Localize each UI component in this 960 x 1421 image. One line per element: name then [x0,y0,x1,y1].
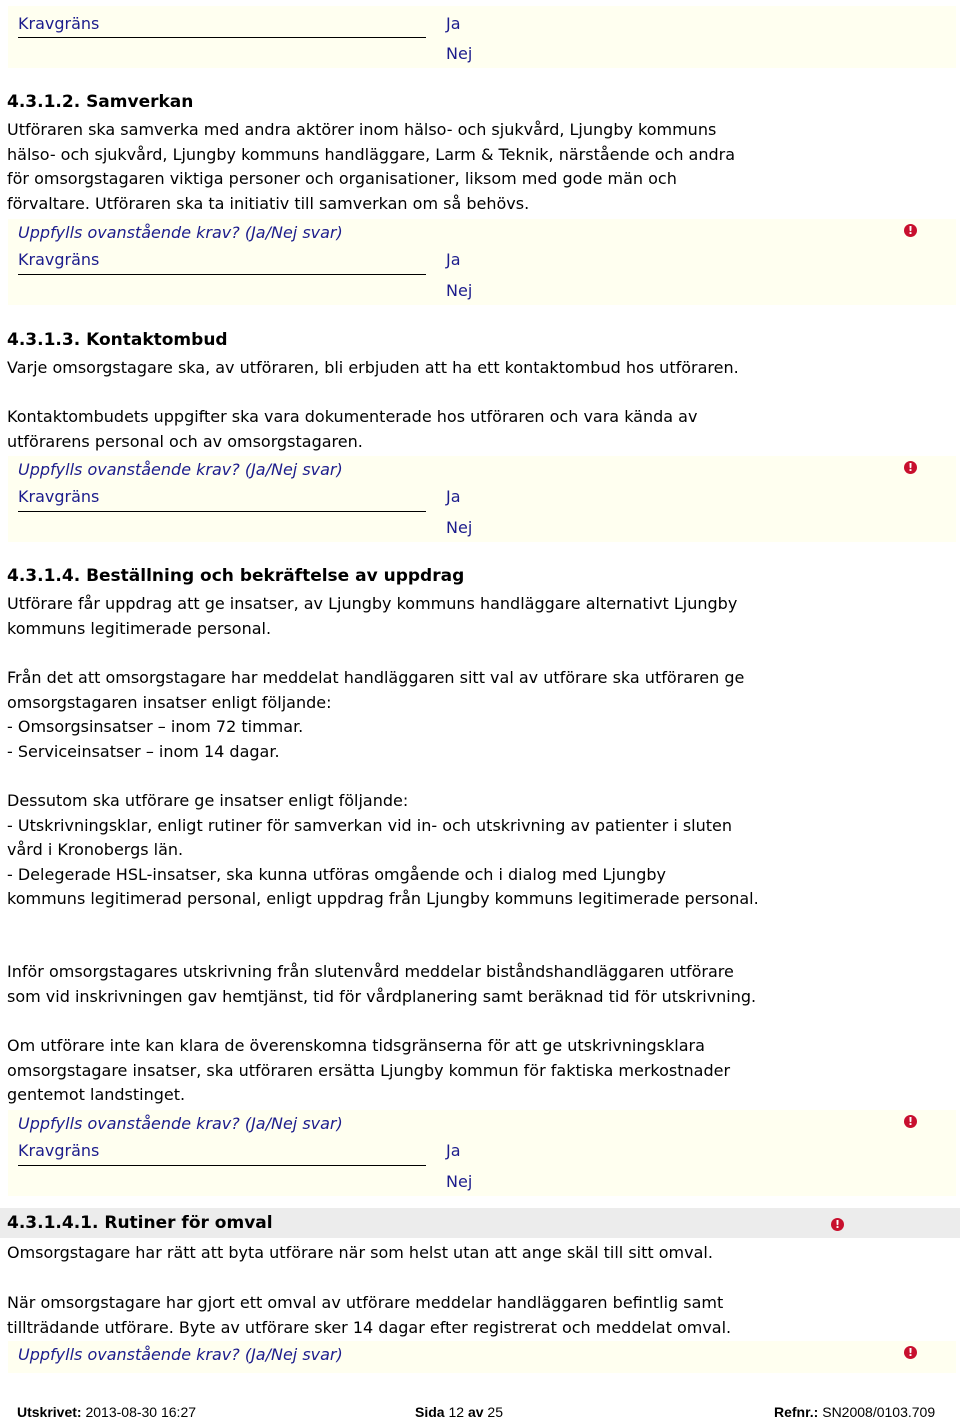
kravgrans-label: Kravgräns [18,487,100,506]
footer-page-of: av [467,1404,484,1420]
answer-box [8,1110,956,1196]
subsection-heading-bar [0,1208,960,1238]
option-no[interactable]: Nej [446,518,473,537]
option-yes[interactable]: Ja [446,1141,461,1160]
answer-box [8,219,956,305]
warning-icon: ! [904,461,917,474]
requirement-question: Uppfylls ovanstående krav? (Ja/Nej svar) [18,1345,343,1364]
footer-page-total: 25 [487,1404,503,1420]
paragraph: Från det att omsorgstagare har meddelat handläggaren sitt val av utförare ska utföraren ge omsorgstagaren insatser enligt följande: - Omsorgsinsatser – inom 72 timmar. - Serviceinsatser – inom 14 dagar. [7,668,745,761]
paragraph: När omsorgstagare har gjort ett omval av utförare meddelar handläggaren befintlig samt tillträdande utförare. Byte av utförare sker 14 dagar efter registrerat och meddelat omval. [7,1293,732,1337]
kravgrans-line[interactable] [18,1165,426,1166]
warning-icon: ! [904,1115,917,1128]
section-heading: 4.3.1.4. Beställning och bekräftelse av uppdrag [7,566,465,586]
footer-printed [17,1404,196,1420]
footer-ref-value: SN2008/0103.709 [822,1404,936,1420]
answer-box [8,1341,956,1373]
answer-box [8,456,956,542]
paragraph: Om utförare inte kan klara de överenskomna tidsgränserna för att ge utskrivningsklara omsorgstagare insatser, ska utföraren ersätta Ljungby kommun för faktiska merkostnader gentemot landstinget. [7,1036,731,1104]
paragraph: Utföraren ska samverka med andra aktörer inom hälso- och sjukvård, Ljungby kommuns hälso- och sjukvård, Ljungby kommuns handläggare, Larm & Teknik, närstående och andra för omsorgstagaren viktiga personer och organisationer, liksom med gode män och förvaltare. Utföraren ska ta initiativ till samverkan om så behövs. [7,120,736,213]
section-heading: 4.3.1.4.1. Rutiner för omval [7,1213,273,1233]
requirement-question: Uppfylls ovanstående krav? (Ja/Nej svar) [18,460,343,479]
footer-page [415,1404,503,1420]
kravgrans-label: Kravgräns [18,1141,100,1160]
kravgrans-line[interactable] [18,37,426,38]
kravgrans-label: Kravgräns [18,250,100,269]
kravgrans-line[interactable] [18,274,426,275]
footer-printed-value: 2013-08-30 16:27 [85,1404,197,1420]
requirement-question: Uppfylls ovanstående krav? (Ja/Nej svar) [18,223,343,242]
paragraph: Varje omsorgstagare ska, av utföraren, bli erbjuden att ha ett kontaktombud hos utföraren. [7,358,739,377]
paragraph: Kontaktombudets uppgifter ska vara dokumenterade hos utföraren och vara kända av utförarens personal och av omsorgstagaren. [7,407,698,451]
section-heading: 4.3.1.2. Samverkan [7,92,194,112]
footer-page-number: 12 [448,1404,465,1420]
requirement-question: Uppfylls ovanstående krav? (Ja/Nej svar) [18,1114,343,1133]
warning-icon: ! [904,224,917,237]
option-no[interactable]: Nej [446,281,473,300]
paragraph: Utförare får uppdrag att ge insatser, av Ljungby kommuns handläggare alternativt Ljungby kommuns legitimerade personal. [7,594,738,638]
option-yes[interactable]: Ja [446,487,461,506]
option-no[interactable]: Nej [446,1172,473,1191]
section-heading: 4.3.1.3. Kontaktombud [7,330,228,350]
answer-box [8,6,956,68]
kravgrans-line[interactable] [18,511,426,512]
option-yes[interactable]: Ja [446,14,461,33]
footer-printed-label: Utskrivet: [17,1404,82,1420]
option-yes[interactable]: Ja [446,250,461,269]
warning-icon: ! [904,1346,917,1359]
footer-ref [774,1404,935,1420]
paragraph: Dessutom ska utförare ge insatser enligt följande: - Utskrivningsklar, enligt rutiner för samverkan vid in- och utskrivning av patienter i sluten vård i Kronobergs län. - Delegerade HSL-insatser, ska kunna utföras omgående och i dialog med Ljungby kommuns legitimerad personal, enligt uppdrag från Ljungby kommuns legitimerade personal. [7,791,759,908]
paragraph: Omsorgstagare har rätt att byta utförare när som helst utan att ange skäl till sitt omval. [7,1243,713,1262]
option-no[interactable]: Nej [446,44,473,63]
footer-ref-label: Refnr.: [774,1404,819,1420]
kravgrans-label: Kravgräns [18,14,100,33]
paragraph: Inför omsorgstagares utskrivning från slutenvård meddelar biståndshandläggaren utförare som vid inskrivningen gav hemtjänst, tid för vårdplanering samt beräknad tid för utskrivning. [7,962,757,1006]
warning-icon: ! [831,1218,844,1231]
footer-page-label: Sida [415,1404,445,1420]
